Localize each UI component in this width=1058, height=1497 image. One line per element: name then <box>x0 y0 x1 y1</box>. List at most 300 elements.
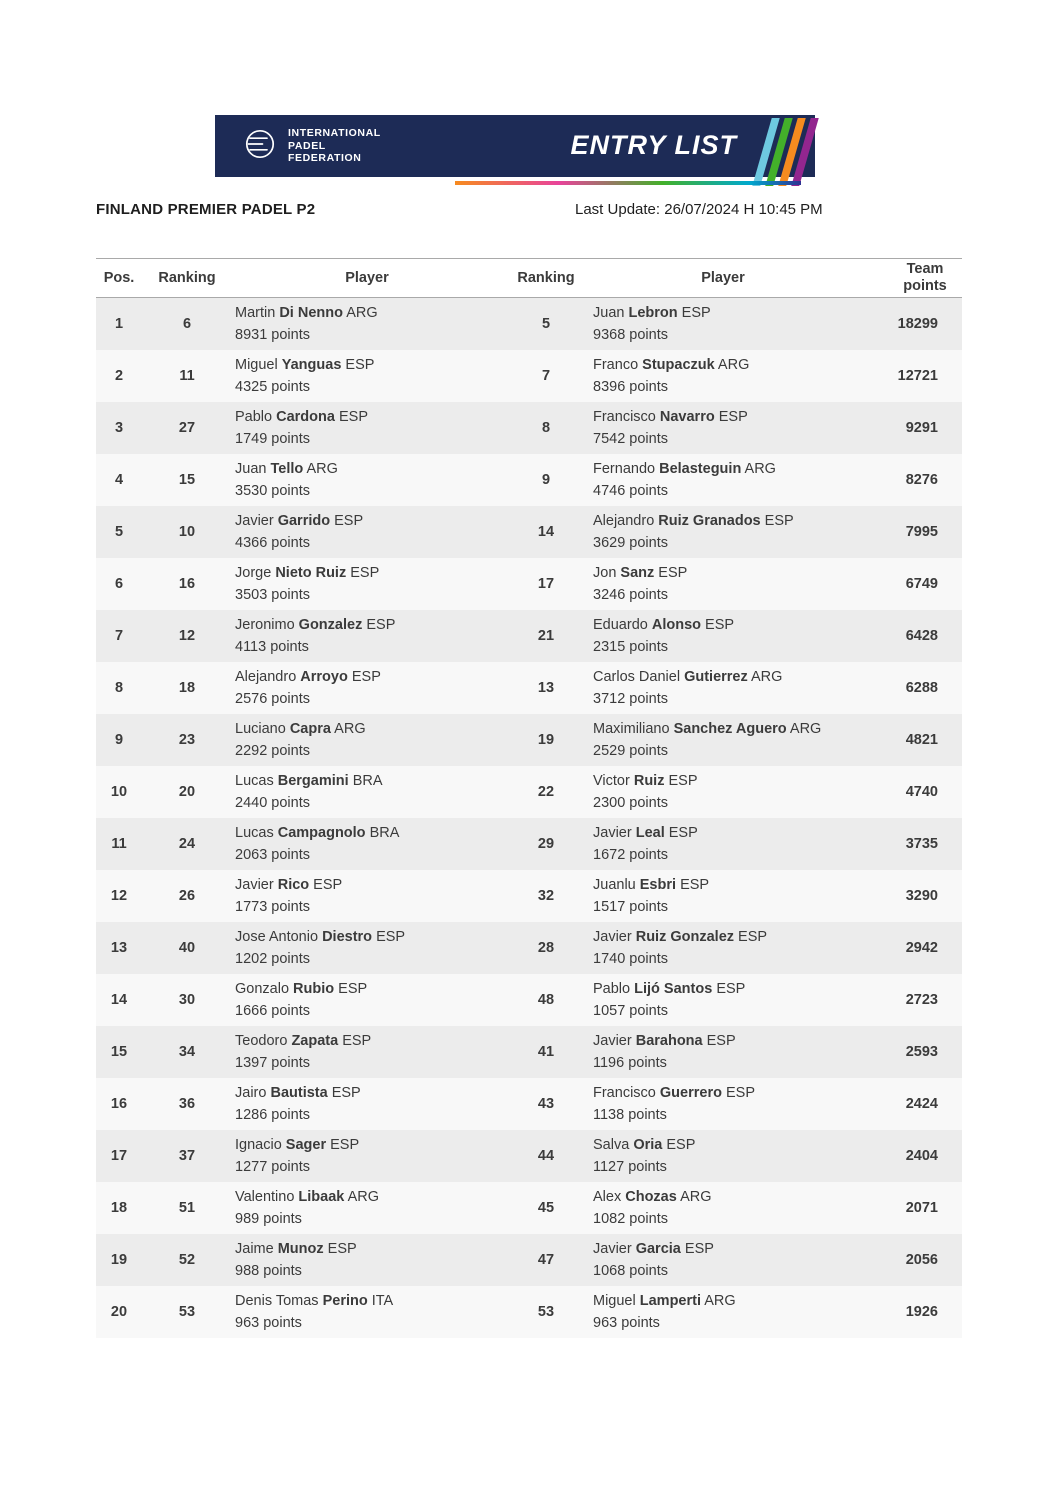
player-cell-1 <box>232 870 502 922</box>
ranking-cell-1: 24 <box>178 836 196 852</box>
player-1-last-name: Gonzalez <box>298 617 363 633</box>
player-2-points: 2315 points <box>593 639 668 655</box>
player-2-points: 1127 points <box>593 1159 667 1175</box>
title-row <box>96 201 962 225</box>
player-2-first-name: Javier <box>593 1241 632 1257</box>
player-2-points: 8396 points <box>593 379 668 395</box>
player-1-name <box>235 406 502 428</box>
table-row <box>96 714 962 766</box>
ranking-cell-2: 22 <box>537 784 555 800</box>
player-2-name <box>593 926 856 948</box>
ranking-cell-2: 41 <box>537 1044 555 1060</box>
player-cell-2 <box>590 558 856 610</box>
team-points-cell: 4740 <box>905 784 938 800</box>
ranking-cell-1: 10 <box>178 524 196 540</box>
player-2-name <box>593 874 856 896</box>
player-1-first-name: Valentino <box>235 1189 295 1205</box>
player-1-name <box>235 302 502 324</box>
player-2-nationality: ESP <box>680 877 710 893</box>
ranking-cell-2: 44 <box>537 1148 555 1164</box>
player-2-nationality: ARG <box>680 1189 712 1205</box>
player-2-last-name: Ruiz <box>633 773 665 789</box>
player-2-first-name: Salva <box>593 1137 630 1153</box>
player-2-last-name: Garcia <box>635 1241 681 1257</box>
team-points-cell: 6288 <box>905 680 938 696</box>
player-1-nationality: ARG <box>306 461 338 477</box>
player-1-last-name: Rico <box>277 877 310 893</box>
ranking-cell-2: 32 <box>537 888 555 904</box>
ranking-cell-1: 6 <box>182 316 192 332</box>
player-1-name <box>235 822 502 844</box>
player-cell-1 <box>232 1078 502 1130</box>
player-1-points: 1202 points <box>235 951 310 967</box>
position-cell: 5 <box>114 524 124 540</box>
table-row <box>96 870 962 922</box>
player-2-points: 1082 points <box>593 1211 668 1227</box>
player-2-points: 1672 points <box>593 847 668 863</box>
team-points-cell: 18299 <box>897 316 938 332</box>
player-2-name <box>593 770 856 792</box>
player-1-nationality: ESP <box>327 1241 357 1257</box>
player-1-last-name: Rubio <box>293 981 335 997</box>
ranking-cell-2: 8 <box>541 420 551 436</box>
player-cell-2 <box>590 506 856 558</box>
table-row <box>96 454 962 506</box>
last-update-label: Last Update: <box>575 201 661 218</box>
player-cell-2 <box>590 922 856 974</box>
banner-navy-bar <box>215 115 815 177</box>
position-cell: 15 <box>110 1044 128 1060</box>
player-2-name <box>593 1186 856 1208</box>
player-2-name <box>593 458 856 480</box>
player-2-first-name: Alejandro <box>593 513 655 529</box>
ipf-logo-text <box>288 127 381 165</box>
column-header-pos: Pos. <box>103 270 135 286</box>
player-1-name <box>235 770 502 792</box>
player-2-points: 1517 points <box>593 899 668 915</box>
table-row <box>96 350 962 402</box>
position-cell: 20 <box>110 1304 128 1320</box>
ranking-cell-2: 45 <box>537 1200 555 1216</box>
player-cell-1 <box>232 454 502 506</box>
player-2-nationality: ESP <box>684 1241 714 1257</box>
player-2-last-name: Oria <box>633 1137 663 1153</box>
player-1-last-name: Campagnolo <box>277 825 366 841</box>
player-1-first-name: Juan <box>235 461 267 477</box>
player-cell-1 <box>232 558 502 610</box>
player-1-first-name: Lucas <box>235 825 274 841</box>
column-header-ranking-1: Ranking <box>158 270 216 286</box>
player-1-name <box>235 1134 502 1156</box>
player-1-last-name: Nieto Ruiz <box>275 565 347 581</box>
player-2-points: 4746 points <box>593 483 668 499</box>
player-1-first-name: Luciano <box>235 721 286 737</box>
player-2-nationality: ESP <box>738 929 768 945</box>
table-row <box>96 1286 962 1338</box>
table-row <box>96 506 962 558</box>
player-1-first-name: Jorge <box>235 565 272 581</box>
player-1-points: 1286 points <box>235 1107 310 1123</box>
team-points-cell: 8276 <box>905 472 938 488</box>
player-1-first-name: Lucas <box>235 773 274 789</box>
player-1-first-name: Pablo <box>235 409 273 425</box>
player-2-name <box>593 510 856 532</box>
player-1-nationality: ESP <box>331 1085 361 1101</box>
player-2-last-name: Ruiz Granados <box>658 513 761 529</box>
position-cell: 18 <box>110 1200 128 1216</box>
player-1-last-name: Diestro <box>322 929 373 945</box>
player-2-name <box>593 978 856 1000</box>
player-1-name <box>235 874 502 896</box>
player-cell-2 <box>590 298 856 350</box>
player-1-points: 4366 points <box>235 535 310 551</box>
position-cell: 17 <box>110 1148 128 1164</box>
player-2-nationality: ESP <box>705 617 735 633</box>
team-points-cell: 2593 <box>905 1044 938 1060</box>
ranking-cell-1: 27 <box>178 420 196 436</box>
player-1-nationality: BRA <box>352 773 383 789</box>
player-cell-2 <box>590 454 856 506</box>
player-1-last-name: Zapata <box>291 1033 339 1049</box>
position-cell: 13 <box>110 940 128 956</box>
banner-stripes <box>762 118 809 186</box>
ipf-logo-line-2: PADEL <box>288 139 326 152</box>
player-1-first-name: Miguel <box>235 357 278 373</box>
ranking-cell-1: 20 <box>178 784 196 800</box>
player-1-name <box>235 1290 502 1312</box>
player-cell-2 <box>590 1182 856 1234</box>
player-cell-2 <box>590 714 856 766</box>
player-1-name <box>235 458 502 480</box>
player-2-first-name: Carlos Daniel <box>593 669 681 685</box>
player-2-points: 9368 points <box>593 327 668 343</box>
player-1-name <box>235 354 502 376</box>
player-2-first-name: Francisco <box>593 409 656 425</box>
player-cell-2 <box>590 1026 856 1078</box>
position-cell: 8 <box>114 680 124 696</box>
position-cell: 12 <box>110 888 128 904</box>
player-1-points: 4113 points <box>235 639 309 655</box>
player-2-name <box>593 1134 856 1156</box>
player-1-name <box>235 562 502 584</box>
player-2-first-name: Victor <box>593 773 630 789</box>
player-1-points: 963 points <box>235 1315 302 1331</box>
player-2-points: 2300 points <box>593 795 668 811</box>
position-cell: 1 <box>114 316 124 332</box>
ipf-logo <box>241 125 381 168</box>
player-1-nationality: ESP <box>350 565 380 581</box>
ranking-cell-1: 40 <box>178 940 196 956</box>
player-1-nationality: BRA <box>369 825 400 841</box>
player-2-name <box>593 562 856 584</box>
player-1-nationality: ARG <box>334 721 366 737</box>
player-2-first-name: Juanlu <box>593 877 636 893</box>
player-1-nationality: ARG <box>346 305 378 321</box>
player-2-nationality: ESP <box>681 305 711 321</box>
player-2-first-name: Franco <box>593 357 639 373</box>
player-2-first-name: Miguel <box>593 1293 636 1309</box>
ranking-cell-2: 14 <box>537 524 555 540</box>
player-cell-1 <box>232 610 502 662</box>
player-2-points: 963 points <box>593 1315 660 1331</box>
column-header-player-2: Player <box>701 270 745 286</box>
last-update <box>575 201 823 218</box>
team-points-cell: 3290 <box>905 888 938 904</box>
team-points-cell: 6428 <box>905 628 938 644</box>
team-points-cell: 12721 <box>897 368 938 384</box>
player-1-last-name: Di Nenno <box>279 305 343 321</box>
player-1-points: 4325 points <box>235 379 310 395</box>
player-cell-2 <box>590 350 856 402</box>
position-cell: 16 <box>110 1096 128 1112</box>
player-2-nationality: ESP <box>658 565 688 581</box>
player-cell-1 <box>232 1026 502 1078</box>
ranking-cell-2: 43 <box>537 1096 555 1112</box>
player-2-nationality: ESP <box>725 1085 755 1101</box>
ranking-cell-1: 15 <box>178 472 196 488</box>
header-banner <box>215 115 815 191</box>
player-1-points: 2576 points <box>235 691 310 707</box>
player-cell-2 <box>590 1286 856 1338</box>
player-1-name <box>235 1186 502 1208</box>
player-2-first-name: Jon <box>593 565 617 581</box>
player-cell-1 <box>232 922 502 974</box>
player-2-name <box>593 302 856 324</box>
ranking-cell-1: 26 <box>178 888 196 904</box>
ranking-cell-1: 23 <box>178 732 196 748</box>
player-1-last-name: Cardona <box>276 409 335 425</box>
player-cell-2 <box>590 870 856 922</box>
team-points-cell: 2056 <box>905 1252 938 1268</box>
position-cell: 10 <box>110 784 128 800</box>
team-points-cell: 1926 <box>905 1304 938 1320</box>
banner-color-line <box>455 181 801 185</box>
player-cell-1 <box>232 818 502 870</box>
last-update-value: 26/07/2024 H 10:45 PM <box>664 201 823 218</box>
player-cell-1 <box>232 298 502 350</box>
player-cell-2 <box>590 974 856 1026</box>
player-2-first-name: Alex <box>593 1189 622 1205</box>
player-2-points: 1057 points <box>593 1003 668 1019</box>
player-1-points: 1666 points <box>235 1003 310 1019</box>
player-2-last-name: Navarro <box>659 409 715 425</box>
ranking-cell-1: 12 <box>178 628 196 644</box>
ranking-cell-2: 21 <box>537 628 555 644</box>
ranking-cell-2: 13 <box>537 680 555 696</box>
player-2-last-name: Gutierrez <box>684 669 748 685</box>
table-row <box>96 1182 962 1234</box>
player-2-name <box>593 406 856 428</box>
team-points-cell: 4821 <box>905 732 938 748</box>
ranking-cell-2: 5 <box>541 316 551 332</box>
player-1-last-name: Capra <box>289 721 331 737</box>
ranking-cell-1: 37 <box>178 1148 196 1164</box>
player-2-last-name: Esbri <box>639 877 677 893</box>
position-cell: 3 <box>114 420 124 436</box>
player-1-first-name: Jeronimo <box>235 617 295 633</box>
player-1-nationality: ESP <box>313 877 343 893</box>
player-1-last-name: Yanguas <box>281 357 342 373</box>
player-1-first-name: Jairo <box>235 1085 267 1101</box>
player-1-points: 1749 points <box>235 431 310 447</box>
player-1-nationality: ESP <box>342 1033 372 1049</box>
table-body <box>96 298 962 1338</box>
player-2-points: 1138 points <box>593 1107 667 1123</box>
ranking-cell-2: 17 <box>537 576 555 592</box>
player-1-nationality: ESP <box>345 357 375 373</box>
column-header-team-points <box>856 261 962 294</box>
player-2-first-name: Pablo <box>593 981 631 997</box>
player-1-nationality: ESP <box>330 1137 360 1153</box>
ranking-cell-2: 9 <box>541 472 551 488</box>
ranking-cell-2: 53 <box>537 1304 555 1320</box>
player-1-points: 1773 points <box>235 899 310 915</box>
player-2-points: 7542 points <box>593 431 668 447</box>
position-cell: 14 <box>110 992 128 1008</box>
player-2-nationality: ESP <box>668 825 698 841</box>
player-cell-2 <box>590 1078 856 1130</box>
table-row <box>96 402 962 454</box>
entry-table <box>96 258 962 1338</box>
player-1-name <box>235 1082 502 1104</box>
player-1-last-name: Arroyo <box>300 669 348 685</box>
player-1-name <box>235 1238 502 1260</box>
team-points-cell: 9291 <box>905 420 938 436</box>
player-2-points: 3246 points <box>593 587 668 603</box>
ranking-cell-2: 7 <box>541 368 551 384</box>
entry-list-title: ENTRY LIST <box>570 130 737 160</box>
player-1-first-name: Jose Antonio <box>235 929 319 945</box>
player-1-first-name: Martin <box>235 305 276 321</box>
player-1-points: 2292 points <box>235 743 310 759</box>
table-row <box>96 974 962 1026</box>
position-cell: 9 <box>114 732 124 748</box>
player-cell-1 <box>232 1130 502 1182</box>
player-1-nationality: ESP <box>334 513 364 529</box>
player-cell-2 <box>590 610 856 662</box>
position-cell: 6 <box>114 576 124 592</box>
player-1-last-name: Libaak <box>298 1189 345 1205</box>
player-2-first-name: Maximiliano <box>593 721 670 737</box>
ranking-cell-2: 29 <box>537 836 555 852</box>
player-cell-2 <box>590 662 856 714</box>
ranking-cell-1: 52 <box>178 1252 196 1268</box>
player-1-name <box>235 666 502 688</box>
player-cell-1 <box>232 506 502 558</box>
position-cell: 19 <box>110 1252 128 1268</box>
player-cell-1 <box>232 350 502 402</box>
player-2-first-name: Javier <box>593 929 632 945</box>
player-2-last-name: Ruiz Gonzalez <box>635 929 735 945</box>
player-1-first-name: Teodoro <box>235 1033 288 1049</box>
player-1-first-name: Javier <box>235 877 274 893</box>
player-1-points: 3530 points <box>235 483 310 499</box>
player-2-name <box>593 614 856 636</box>
ipf-logo-line-1: INTERNATIONAL <box>288 127 381 140</box>
table-row <box>96 610 962 662</box>
player-2-nationality: ARG <box>750 669 783 685</box>
table-header-row <box>96 258 962 298</box>
ranking-cell-1: 11 <box>179 368 195 384</box>
player-cell-1 <box>232 714 502 766</box>
ranking-cell-1: 18 <box>178 680 196 696</box>
player-1-first-name: Alejandro <box>235 669 297 685</box>
player-cell-2 <box>590 402 856 454</box>
column-header-player-1: Player <box>345 270 389 286</box>
player-2-points: 2529 points <box>593 743 668 759</box>
player-cell-1 <box>232 1286 502 1338</box>
player-2-last-name: Guerrero <box>659 1085 722 1101</box>
table-row <box>96 1234 962 1286</box>
position-cell: 4 <box>114 472 124 488</box>
player-cell-1 <box>232 974 502 1026</box>
team-points-cell: 2942 <box>905 940 938 956</box>
player-2-last-name: Barahona <box>635 1033 703 1049</box>
ipf-logo-line-3: FEDERATION <box>288 152 362 165</box>
player-2-last-name: Alonso <box>651 617 701 633</box>
ranking-cell-1: 53 <box>178 1304 196 1320</box>
player-cell-1 <box>232 1182 502 1234</box>
team-points-cell: 2424 <box>905 1096 938 1112</box>
position-cell: 11 <box>111 836 127 852</box>
player-2-last-name: Stupaczuk <box>642 357 715 373</box>
player-2-points: 1740 points <box>593 951 668 967</box>
table-row <box>96 818 962 870</box>
player-cell-2 <box>590 1234 856 1286</box>
player-cell-1 <box>232 662 502 714</box>
player-2-nationality: ESP <box>666 1137 696 1153</box>
team-points-cell: 6749 <box>905 576 938 592</box>
ranking-cell-1: 36 <box>178 1096 196 1112</box>
player-1-name <box>235 926 502 948</box>
player-1-first-name: Javier <box>235 513 274 529</box>
player-1-last-name: Garrido <box>277 513 331 529</box>
team-points-cell: 2404 <box>905 1148 938 1164</box>
player-1-nationality: ESP <box>338 409 368 425</box>
player-1-points: 1277 points <box>235 1159 310 1175</box>
player-1-last-name: Sager <box>285 1137 327 1153</box>
player-1-nationality: ESP <box>338 981 368 997</box>
player-1-name <box>235 978 502 1000</box>
ranking-cell-1: 30 <box>178 992 196 1008</box>
table-row <box>96 922 962 974</box>
ranking-cell-2: 47 <box>537 1252 555 1268</box>
player-1-last-name: Bautista <box>270 1085 328 1101</box>
player-1-points: 989 points <box>235 1211 302 1227</box>
player-2-name <box>593 1238 856 1260</box>
player-2-nationality: ESP <box>764 513 794 529</box>
player-1-last-name: Tello <box>270 461 304 477</box>
player-2-first-name: Francisco <box>593 1085 656 1101</box>
table-row <box>96 1078 962 1130</box>
player-cell-2 <box>590 766 856 818</box>
player-2-name <box>593 1082 856 1104</box>
player-2-nationality: ESP <box>706 1033 736 1049</box>
table-row <box>96 558 962 610</box>
ranking-cell-2: 28 <box>537 940 555 956</box>
player-2-last-name: Belasteguin <box>659 461 742 477</box>
team-points-cell: 2723 <box>905 992 938 1008</box>
column-header-ranking-2: Ranking <box>517 270 575 286</box>
player-2-name <box>593 822 856 844</box>
table-row <box>96 662 962 714</box>
player-1-name <box>235 1030 502 1052</box>
player-2-nationality: ARG <box>744 461 776 477</box>
team-points-cell: 7995 <box>905 524 938 540</box>
player-2-last-name: Leal <box>635 825 665 841</box>
column-header-team-points-label: Team points <box>903 261 947 294</box>
player-1-first-name: Ignacio <box>235 1137 282 1153</box>
